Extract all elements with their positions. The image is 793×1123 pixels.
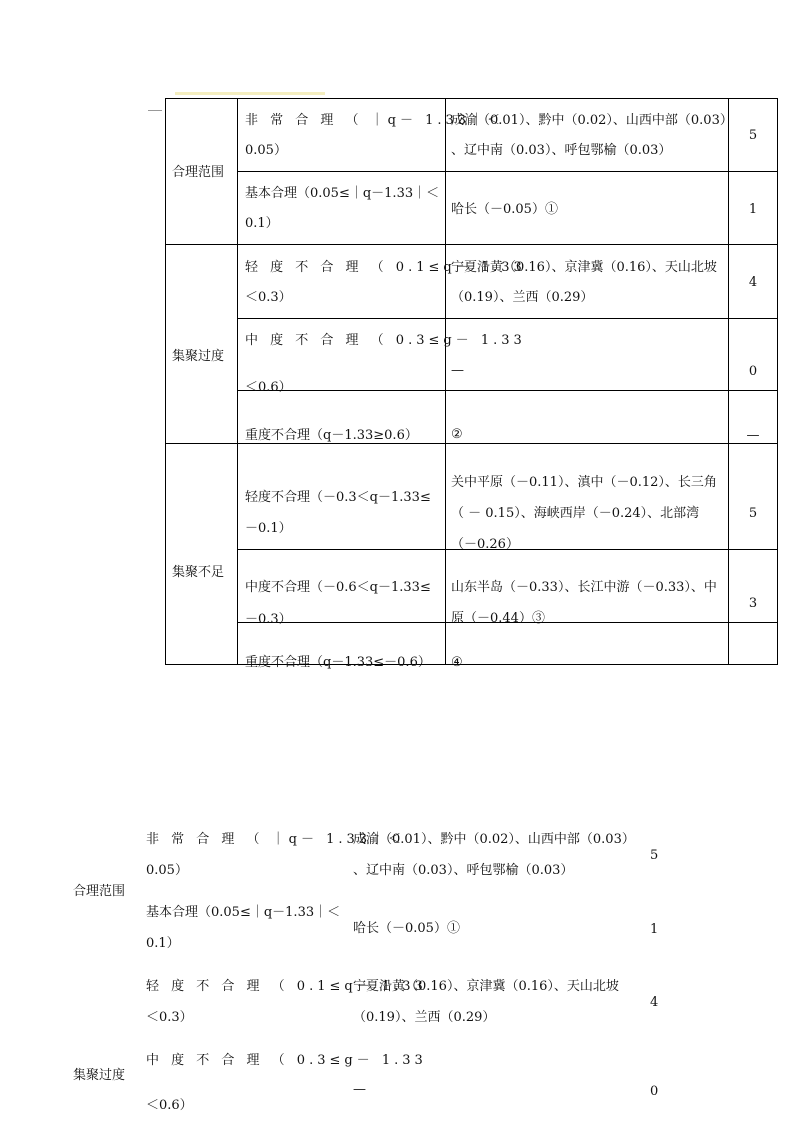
count: 5 [650, 848, 659, 863]
count: 0 [650, 1084, 659, 1099]
criterion: ＜0.3） [146, 1010, 193, 1025]
scan-artifact [175, 92, 325, 95]
regions: 、辽中南（0.03）、呼包鄂榆（0.03） [451, 143, 672, 158]
regions: 、辽中南（0.03）、呼包鄂榆（0.03） [353, 863, 574, 878]
regions: 成渝（0.01）、黔中（0.02）、山西中部（0.03） [451, 113, 733, 128]
criterion: ＜0.6） [245, 380, 292, 395]
regions: （0.19）、兰西（0.29） [353, 1010, 496, 1025]
regions: 宁夏沿黄（0.16）、京津冀（0.16）、天山北坡 [451, 260, 717, 275]
regions: ④ [451, 655, 463, 670]
regions: 成渝（0.01）、黔中（0.02）、山西中部（0.03） [353, 832, 635, 847]
criterion: 重度不合理（q－1.33≤－0.6） [245, 655, 431, 670]
count: 5 [748, 128, 758, 143]
regions: ② [451, 427, 463, 442]
criterion: 轻 度 不 合 理 （ 0.1≤q－ 1.33 [146, 979, 427, 994]
group-label-reasonable: 合理范围 [172, 165, 225, 180]
regions: 原（－0.44）③ [451, 611, 545, 626]
criterion: 0.1） [245, 216, 279, 231]
criterion: 重度不合理（q－1.33≥0.6） [245, 428, 418, 443]
count: 1 [650, 922, 659, 937]
criterion: 轻 度 不 合 理 （ 0.1≤q－ 1.33 [245, 260, 526, 275]
regions: — [451, 363, 464, 378]
regions: — [353, 1082, 366, 1097]
criterion: 非 常 合 理 （ ｜q－ 1.33｜＜ [146, 832, 406, 847]
count: 0 [748, 364, 758, 379]
count: 5 [748, 506, 758, 521]
criterion: 轻度不合理（－0.3＜q－1.33≤ [245, 490, 431, 505]
regions: （－0.26） [451, 537, 519, 552]
count: 4 [650, 995, 659, 1010]
criterion: 中 度 不 合 理 （ 0.3≤g－ 1.33 [146, 1053, 427, 1068]
regions: 山东半岛（－0.33）、长江中游（－0.33）、中 [451, 580, 717, 595]
count: 4 [748, 275, 758, 290]
group-label-under: 集聚不足 [172, 565, 225, 580]
regions: 哈长（－0.05）① [451, 202, 558, 217]
count: — [746, 428, 760, 443]
regions: 哈长（－0.05）① [353, 921, 460, 936]
regions: 关中平原（－0.11）、滇中（－0.12）、长三角 [451, 475, 717, 490]
group-label-reasonable: 合理范围 [73, 884, 126, 899]
criterion: －0.3） [245, 612, 292, 627]
criterion: 基本合理（0.05≤｜q－1.33｜＜ [146, 905, 341, 920]
criterion: 中度不合理（－0.6＜q－1.33≤ [245, 580, 431, 595]
criterion: ＜0.3） [245, 290, 292, 305]
group-label-over: 集聚过度 [172, 349, 225, 364]
criterion: －0.1） [245, 521, 292, 536]
count: 1 [748, 202, 758, 217]
scan-artifact-line [148, 110, 162, 111]
criterion: 0.1） [146, 936, 180, 951]
criterion: 0.05） [245, 143, 287, 158]
group-label-over: 集聚过度 [73, 1068, 126, 1083]
regions: 宁夏沿黄（0.16）、京津冀（0.16）、天山北坡 [353, 979, 619, 994]
criterion: 中 度 不 合 理 （ 0.3≤g－ 1.33 [245, 333, 526, 348]
criterion: 非 常 合 理 （ ｜q－ 1.33｜＜ [245, 113, 505, 128]
count: 3 [748, 596, 758, 611]
regions: （0.19）、兰西（0.29） [451, 290, 594, 305]
regions: （ － 0.15）、海峡西岸（－0.24）、北部湾 [451, 506, 700, 521]
criterion: 0.05） [146, 863, 188, 878]
criterion: 基本合理（0.05≤｜q－1.33｜＜ [245, 186, 440, 201]
criterion: ＜0.6） [146, 1098, 193, 1113]
